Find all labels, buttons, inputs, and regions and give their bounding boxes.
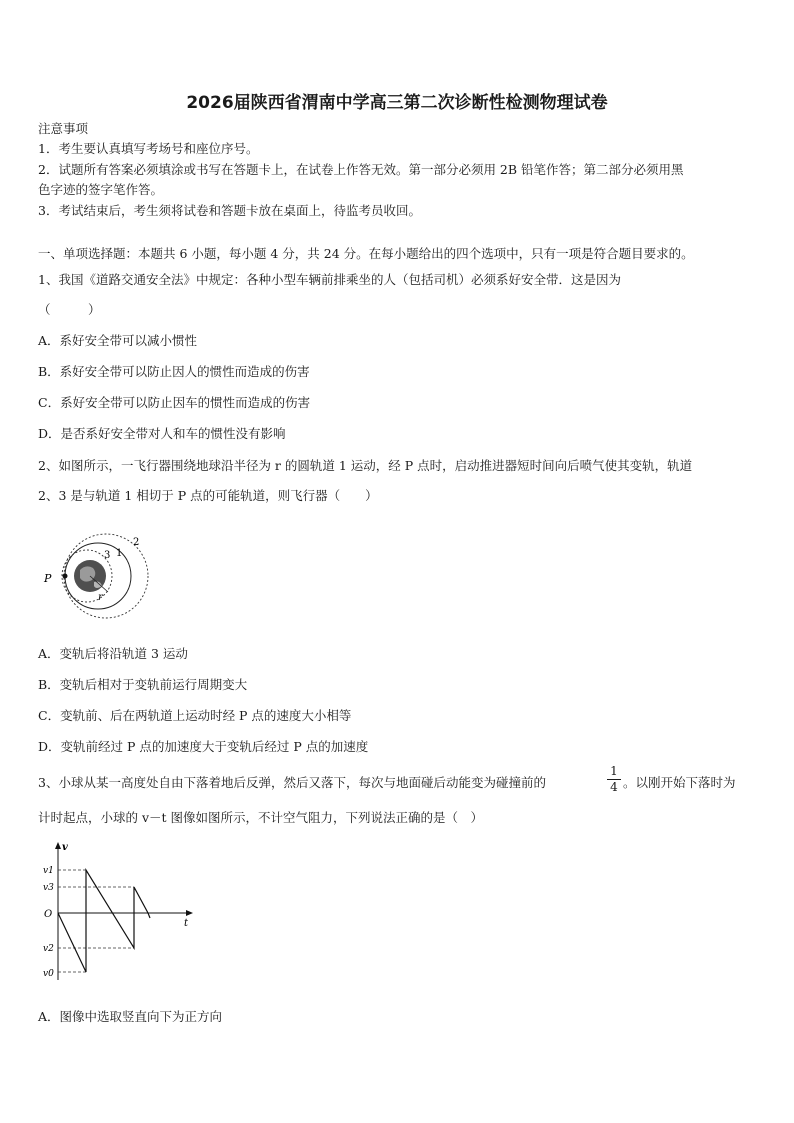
note-item: 色字迹的签字笔作答。: [38, 182, 164, 197]
q2-option-a: A．变轨后将沿轨道 3 运动: [38, 646, 188, 661]
section-heading: 一、单项选择题：本题共 6 小题，每小题 4 分，共 24 分。在每小题给出的四个选项中，只有一项是符合题目要求的。: [38, 246, 694, 261]
label-p: P: [44, 572, 52, 585]
q3-option-a: A．图像中选取竖直向下为正方向: [38, 1009, 223, 1024]
label-orbit-1: 1: [116, 548, 123, 559]
note-item: 3．考试结束后，考生须将试卷和答题卡放在桌面上，待监考员收回。: [38, 203, 421, 218]
fraction-numerator: 1: [610, 764, 618, 778]
q2-option-d: D．变轨前经过 P 点的加速度大于变轨后经过 P 点的加速度: [38, 739, 369, 754]
vt-graph-figure: [38, 840, 198, 985]
notes-heading: 注意事项: [38, 121, 89, 136]
note-item: 2．试题所有答案必须填涂或书写在答题卡上，在试卷上作答无效。第一部分必须用 2B 铅笔作答；第二部分必须用黑: [38, 162, 684, 177]
q3-stem-line1-end: 。以刚开始下落时为: [623, 775, 736, 790]
q2-stem-line2: 2、3 是与轨道 1 相切于 P 点的可能轨道，则飞行器（ ）: [38, 488, 378, 503]
label-orbit-2: 2: [133, 537, 140, 548]
q1-option-a: A．系好安全带可以减小惯性: [38, 333, 198, 348]
q1-option-c: C．系好安全带可以防止因车的惯性而造成的伤害: [38, 395, 311, 410]
q1-option-d: D．是否系好安全带对人和车的惯性没有影响: [38, 426, 286, 441]
label-v3: v3: [43, 883, 54, 893]
q1-option-b: B．系好安全带可以防止因人的惯性而造成的伤害: [38, 364, 310, 379]
q2-stem-line1: 2、如图所示，一飞行器围绕地球沿半径为 r 的圆轨道 1 运动，经 P 点时，启动推进器短时间向后喷气使其变轨，轨道: [38, 458, 693, 473]
label-v2: v2: [43, 944, 54, 954]
q3-stem-line1: 3、小球从某一高度处自由下落着地后反弹，然后又落下，每次与地面碰后动能变为碰撞前的: [38, 775, 546, 790]
label-r: r: [98, 592, 103, 603]
vt-curve: [58, 870, 150, 972]
label-t: t: [184, 918, 189, 929]
orbit-figure: [38, 530, 158, 620]
q3-fraction: [606, 765, 622, 794]
label-v: v: [62, 842, 68, 853]
q2-option-c: C．变轨前、后在两轨道上运动时经 P 点的速度大小相等: [38, 708, 352, 723]
point-p: [63, 574, 68, 579]
q2-option-b: B．变轨后相对于变轨前运行周期变大: [38, 677, 248, 692]
label-v1: v1: [43, 866, 54, 876]
fraction-denominator: 4: [610, 780, 618, 794]
q1-stem: 1、我国《道路交通安全法》中规定：各种小型车辆前排乘坐的人（包括司机）必须系好安全带．这是因为: [38, 272, 621, 287]
exam-title: 2026届陕西省渭南中学高三第二次诊断性检测物理试卷: [186, 93, 608, 113]
label-o: O: [44, 909, 53, 920]
q3-stem-line2: 计时起点，小球的 v－t 图像如图所示，不计空气阻力，下列说法正确的是（ ）: [38, 810, 484, 825]
label-v0: v0: [43, 969, 54, 979]
label-orbit-3: 3: [104, 550, 111, 561]
q1-paren: （ ）: [38, 302, 101, 317]
note-item: 1．考生要认真填写考场号和座位序号。: [38, 141, 259, 156]
